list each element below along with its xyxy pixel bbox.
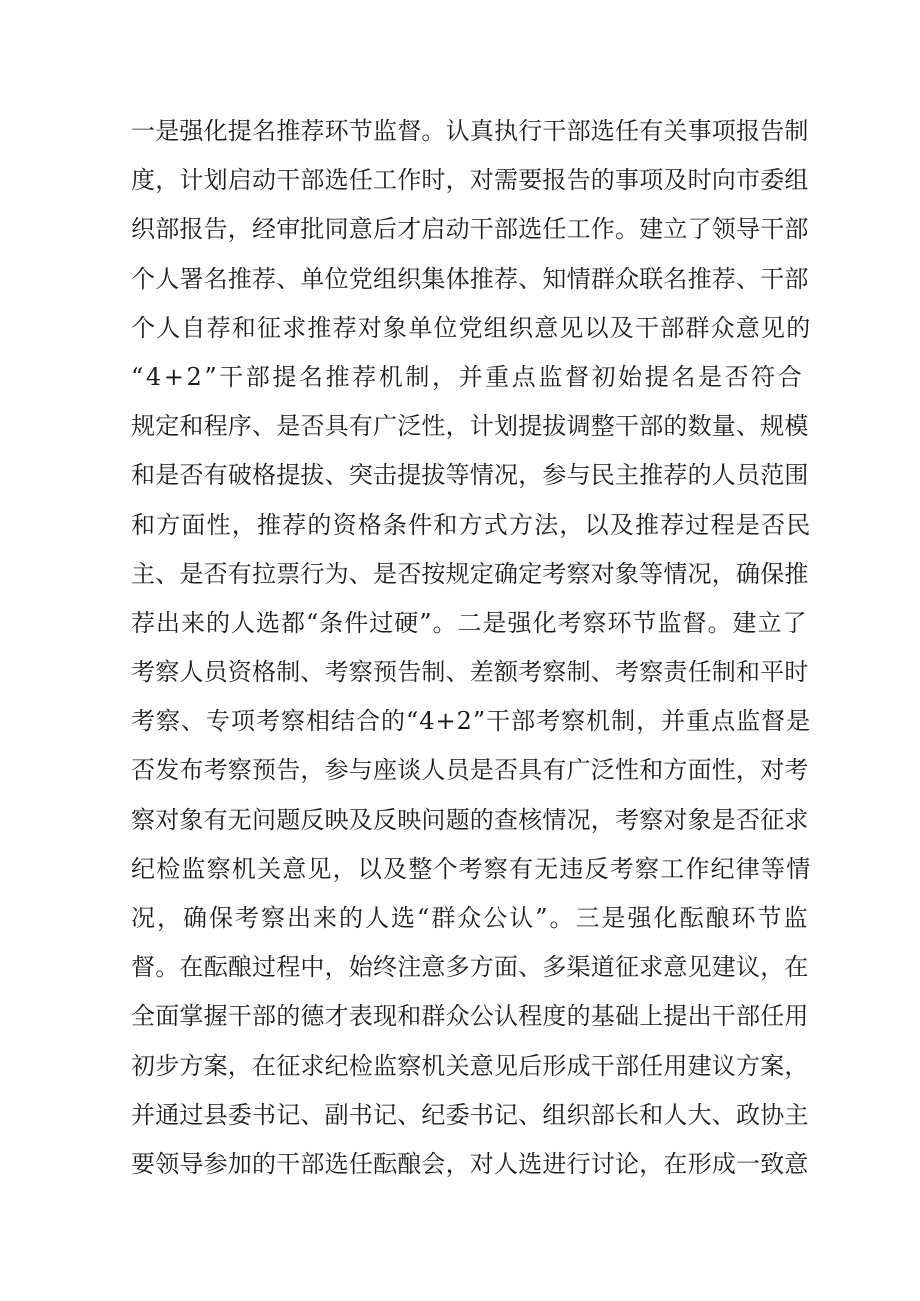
text-line: 规定和程序、是否具有广泛性，计划提拔调整干部的数量、规模: [131, 412, 809, 441]
text-line: “4+2”干部提名推荐机制，并重点监督初始提名是否符合: [131, 362, 805, 391]
text-line: 和是否有破格提拔、突击提拔等情况，参与民主推荐的人员范围: [131, 461, 809, 490]
body-paragraph: [131, 107, 811, 1189]
text-line: 考察人员资格制、考察预告制、差额考察制、考察责任制和平时: [131, 658, 809, 687]
text-line: 全面掌握干部的德才表现和群众公认程度的基础上提出干部任用: [131, 1002, 809, 1031]
text-line: 和方面性，推荐的资格条件和方式方法，以及推荐过程是否民: [131, 510, 812, 539]
text-line: 考察、专项考察相结合的“4+2”干部考察机制，并重点监督是: [131, 707, 812, 736]
text-line: 荐出来的人选都“条件过硬”。二是强化考察环节监督。建立了: [131, 608, 808, 637]
text-line: 督。在酝酿过程中，始终注意多方面、多渠道征求意见建议，在: [131, 953, 809, 982]
text-line: 否发布考察预告，参与座谈人员是否具有广泛性和方面性，对考: [131, 756, 809, 785]
text-line: 度，计划启动干部选任工作时，对需要报告的事项及时向市委组: [131, 166, 809, 195]
text-line: 纪检监察机关意见，以及整个考察有无违反考察工作纪律等情: [131, 854, 812, 883]
text-line: 织部报告，经审批同意后才启动干部选任工作。建立了领导干部: [131, 215, 809, 244]
text-line: 主、是否有拉票行为、是否按规定确定考察对象等情况，确保推: [131, 559, 809, 588]
text-line: 要领导参加的干部选任酝酿会，对人选进行讨论，在形成一致意: [131, 1149, 809, 1178]
text-line: 况，确保考察出来的人选“群众公认”。三是强化酝酿环节监: [131, 904, 810, 932]
text-line: 初步方案，在征求纪检监察机关意见后形成干部任用建议方案，: [131, 1051, 809, 1080]
text-line: 察对象有无问题反映及反映问题的查核情况，考察对象是否征求: [131, 805, 809, 834]
text-line: 个人自荐和征求推荐对象单位党组织意见以及干部群众意见的: [131, 313, 812, 342]
text-line: 并通过县委书记、副书记、纪委书记、组织部长和人大、政协主: [131, 1100, 809, 1129]
text-line: 一是强化提名推荐环节监督。认真执行干部选任有关事项报告制: [131, 117, 809, 145]
text-line: 个人署名推荐、单位党组织集体推荐、知情群众联名推荐、干部: [131, 264, 809, 293]
